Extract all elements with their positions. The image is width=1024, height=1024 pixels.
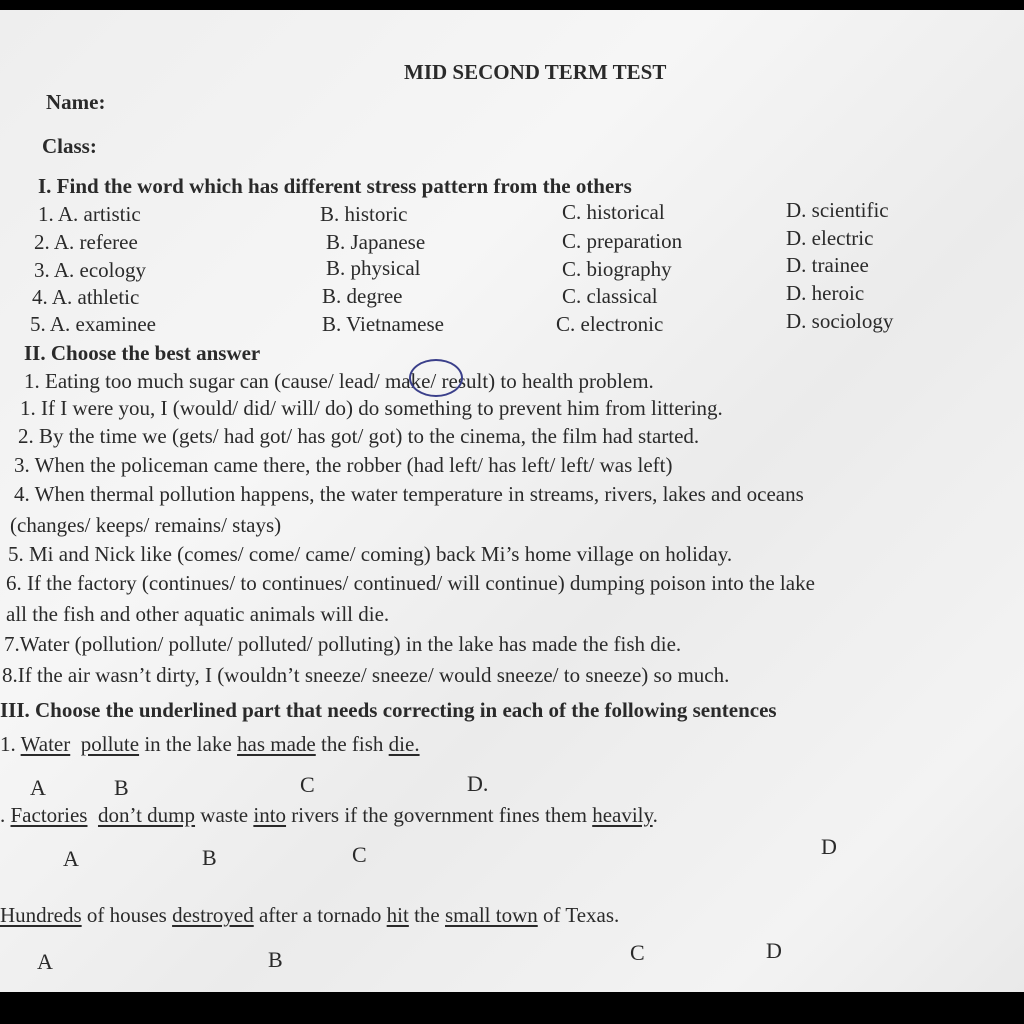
label-a: A (63, 846, 79, 871)
part-c: has made (237, 732, 316, 756)
option: 4. A. athletic (32, 285, 140, 309)
test-title: MID SECOND TERM TEST (404, 60, 667, 84)
option: D. electric (786, 226, 874, 250)
part-c: hit (386, 903, 409, 927)
option: B. physical (326, 256, 421, 280)
part-c: into (253, 803, 287, 827)
label-b: B (202, 845, 217, 870)
part-a: Water (20, 732, 71, 756)
option: B. degree (322, 284, 403, 308)
pen-circle-mark (409, 359, 463, 397)
label-c: C (630, 940, 645, 965)
section1-heading: I. Find the word which has different stress pattern from the others (38, 174, 632, 198)
question-2: 2. By the time we (gets/ had got/ has got/ got) to the cinema, the film had started. (18, 424, 700, 448)
label-d: D (766, 938, 782, 963)
part-d: small town (445, 903, 538, 927)
label-c: C (352, 842, 367, 867)
plain-text: in the lake (139, 732, 238, 756)
part-d: die. (388, 732, 420, 756)
plain-text: of Texas. (537, 903, 620, 927)
option: C. preparation (562, 229, 683, 253)
label-b: B (114, 775, 129, 800)
plain-text: of houses (81, 903, 173, 927)
option: D. heroic (786, 281, 865, 305)
question-6b: all the fish and other aquatic animals will die. (6, 602, 390, 626)
label-b: B (268, 947, 283, 972)
class-label: Class: (42, 134, 97, 158)
plain-text: waste (195, 803, 254, 827)
question-4a: 4. When thermal pollution happens, the water temperature in streams, rivers, lakes and oceans (14, 482, 804, 506)
plain-text: rivers if the government fines them (286, 803, 593, 827)
option: C. classical (562, 284, 658, 308)
option: C. electronic (556, 312, 664, 336)
label-c: C (300, 772, 315, 797)
option: 2. A. referee (34, 230, 138, 254)
plain-text: the fish (315, 732, 389, 756)
label-a: A (37, 949, 53, 974)
question-1a: 1. Eating too much sugar can (cause/ lead/ make/ result) to health problem. (24, 369, 654, 393)
part-b: destroyed (172, 903, 254, 927)
option: C. biography (562, 257, 672, 281)
option: B. historic (320, 202, 408, 226)
label-d: D (821, 834, 837, 859)
part-b: don’t dump (97, 803, 196, 827)
section3-heading: III. Choose the underlined part that needs correcting in each of the following sentences (0, 698, 777, 722)
option: C. historical (562, 200, 665, 224)
question-1b: 1. If I were you, I (would/ did/ will/ do) do something to prevent him from littering. (20, 396, 723, 420)
sentence-number: 1. (0, 732, 21, 756)
test-paper (0, 10, 1024, 992)
label-d: D. (467, 771, 489, 796)
option: B. Japanese (326, 230, 426, 254)
sentence-2 (0, 803, 658, 827)
option: 3. A. ecology (34, 258, 146, 282)
plain-text: after a tornado (253, 903, 387, 927)
sentence-3 (0, 903, 619, 927)
part-a: Hundreds (0, 903, 82, 927)
option: D. trainee (786, 253, 869, 277)
question-5: 5. Mi and Nick like (comes/ come/ came/ coming) back Mi’s home village on holiday. (8, 542, 733, 566)
part-a: Factories (10, 803, 88, 827)
plain-text: . (652, 803, 658, 827)
part-d: heavily (592, 803, 653, 827)
sentence-1 (0, 732, 420, 756)
section2-heading: II. Choose the best answer (24, 341, 261, 365)
question-4b: (changes/ keeps/ remains/ stays) (10, 513, 282, 537)
question-6a: 6. If the factory (continues/ to continues/ continued/ will continue) dumping poison into the lake (6, 571, 815, 595)
option: D. sociology (786, 309, 894, 333)
question-8: 8.If the air wasn’t dirty, I (wouldn’t sneeze/ sneeze/ would sneeze/ to sneeze) so much. (2, 663, 730, 687)
sentence-number: . (0, 803, 11, 827)
option: 1. A. artistic (38, 202, 141, 226)
option: B. Vietnamese (322, 312, 444, 336)
label-a: A (30, 775, 46, 800)
part-b: pollute (80, 732, 140, 756)
name-label: Name: (46, 90, 106, 114)
question-7: 7.Water (pollution/ pollute/ polluted/ polluting) in the lake has made the fish die. (4, 632, 682, 656)
plain-text: the (408, 903, 445, 927)
option: 5. A. examinee (30, 312, 156, 336)
question-3: 3. When the policeman came there, the robber (had left/ has left/ left/ was left) (14, 453, 673, 477)
option: D. scientific (786, 198, 889, 222)
